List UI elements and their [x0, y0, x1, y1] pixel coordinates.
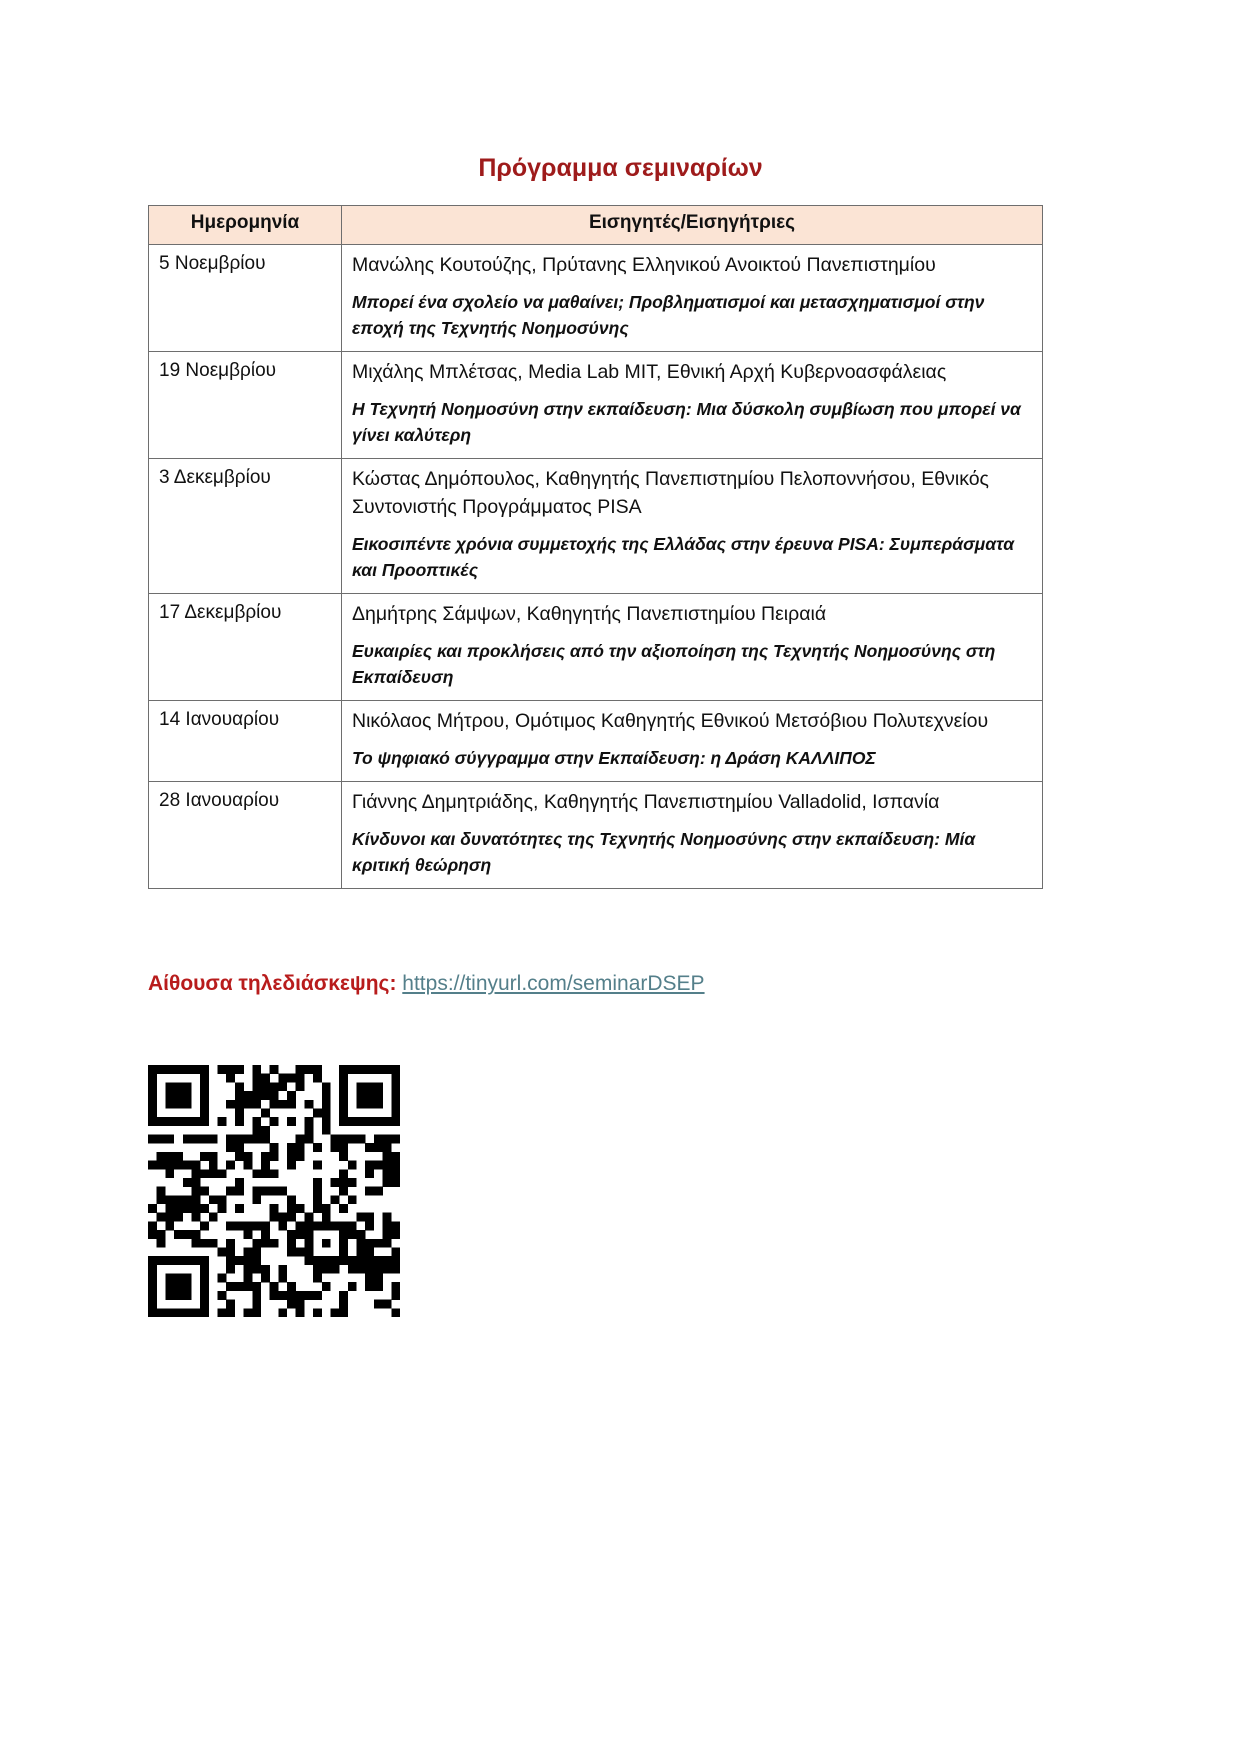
header-date: Ημερομηνία	[149, 206, 342, 245]
qr-code-icon	[148, 1065, 400, 1317]
row-speaker: Γιάννης Δημητριάδης, Καθηγητής Πανεπιστημίου Valladolid, Ισπανία	[352, 791, 940, 813]
row-topic: Μπορεί ένα σχολείο να μαθαίνει; Προβληματισμοί και μετασχηματισμοί στην εποχή της Τεχνητής Νοημοσύνης	[352, 292, 985, 338]
video-conference-room	[148, 970, 705, 998]
row-date: 17 Δεκεμβρίου	[149, 594, 342, 701]
row-speaker: Κώστας Δημόπουλος, Καθηγητής Πανεπιστημίου Πελοποννήσου, Εθνικός Συντονιστής Προγράμματος PISA	[352, 468, 989, 518]
row-speaker: Μανώλης Κουτούζης, Πρύτανης Ελληνικού Ανοικτού Πανεπιστημίου	[352, 254, 936, 276]
room-label: Αίθουσα τηλεδιάσκεψης:	[148, 972, 397, 995]
table-header-row	[149, 206, 1043, 245]
row-date: 14 Ιανουαρίου	[149, 701, 342, 782]
row-topic: Κίνδυνοι και δυνατότητες της Τεχνητής Νοημοσύνης στην εκπαίδευση: Μία κριτική θεώρηση	[352, 829, 976, 875]
row-speaker: Δημήτρης Σάμψων, Καθηγητής Πανεπιστημίου Πειραιά	[352, 603, 827, 625]
row-speaker: Νικόλαος Μήτρου, Ομότιμος Καθηγητής Εθνικού Μετσόβιου Πολυτεχνείου	[352, 710, 989, 732]
row-topic: Εικοσιπέντε χρόνια συμμετοχής της Ελλάδας στην έρευνα PISA: Συμπεράσματα και Προοπτικές	[352, 534, 1015, 580]
row-info	[342, 782, 1043, 889]
table-row	[149, 352, 1043, 459]
row-date: 19 Νοεμβρίου	[149, 352, 342, 459]
row-topic: Το ψηφιακό σύγγραμμα στην Εκπαίδευση: η Δράση ΚΑΛΛΙΠΟΣ	[352, 748, 876, 768]
row-topic: Η Τεχνητή Νοημοσύνη στην εκπαίδευση: Μια δύσκολη συμβίωση που μπορεί να γίνει καλύτερη	[352, 399, 1021, 445]
table-row	[149, 459, 1043, 594]
page-title: Πρόγραμμα σεμιναρίων	[478, 154, 763, 182]
row-info	[342, 594, 1043, 701]
row-date: 3 Δεκεμβρίου	[149, 459, 342, 594]
room-link[interactable]: https://tinyurl.com/seminarDSEP	[402, 972, 705, 995]
table-row	[149, 594, 1043, 701]
table-row	[149, 701, 1043, 782]
row-date: 5 Νοεμβρίου	[149, 245, 342, 352]
row-topic: Ευκαιρίες και προκλήσεις από την αξιοποίηση της Τεχνητής Νοημοσύνης στη Εκπαίδευση	[352, 641, 996, 687]
row-date: 28 Ιανουαρίου	[149, 782, 342, 889]
row-speaker: Μιχάλης Μπλέτσας, Media Lab MIT, Εθνική Αρχή Κυβερνοασφάλειας	[352, 361, 947, 383]
table-row	[149, 245, 1043, 352]
header-speakers: Εισηγητές/Εισηγήτριες	[342, 206, 1043, 245]
row-info	[342, 459, 1043, 594]
row-info	[342, 245, 1043, 352]
row-info	[342, 701, 1043, 782]
row-info	[342, 352, 1043, 459]
table-row	[149, 782, 1043, 889]
seminar-schedule-table	[148, 205, 1043, 889]
